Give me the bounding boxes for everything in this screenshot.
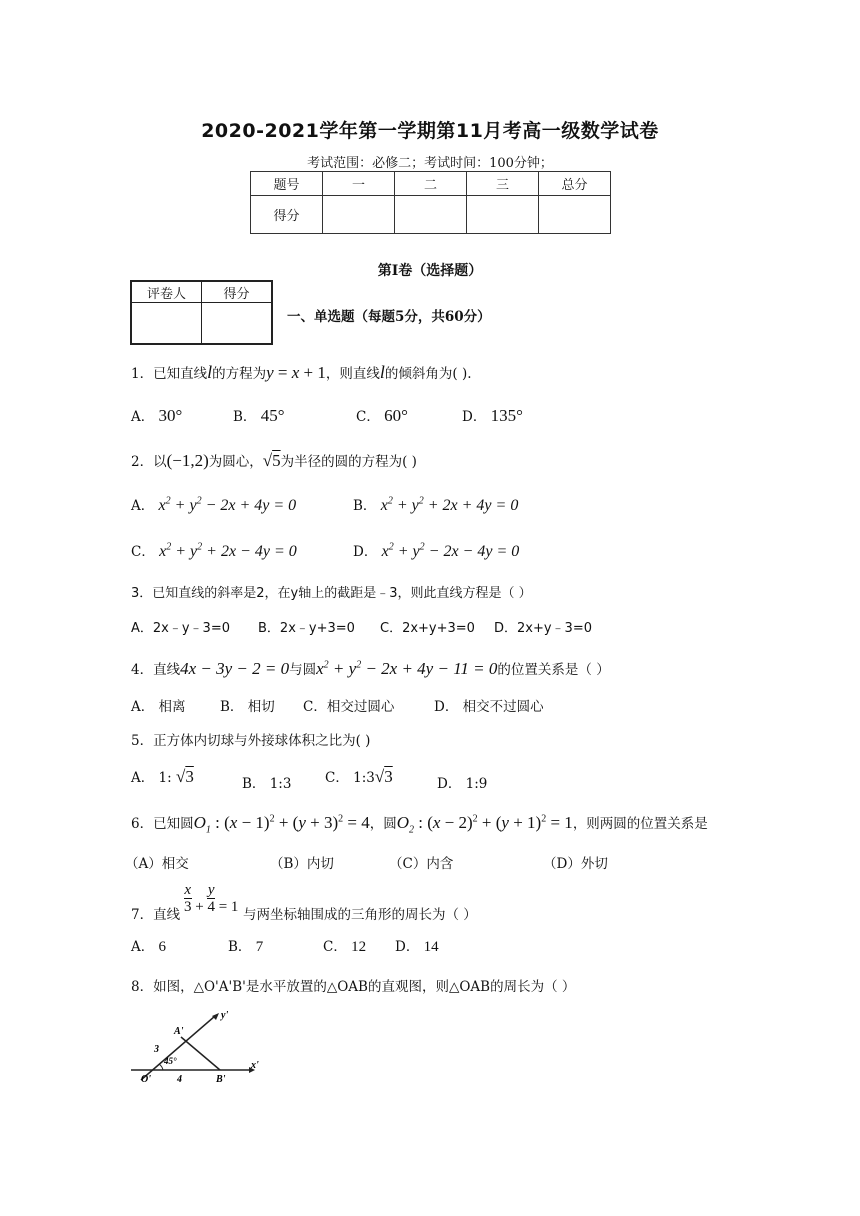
label-side-4: 4 (177, 1074, 182, 1085)
q7-option-c[interactable]: C． 12 (323, 939, 367, 955)
q2-option-b[interactable]: B． $x^2 + y^2 + 2x + 4y = 0$ (353, 495, 519, 514)
score-header-cell: 二 (395, 172, 467, 196)
q6-option-d[interactable]: （D）外切 (543, 856, 608, 872)
score-header-cell: 题号 (251, 172, 323, 196)
math-l: l (207, 362, 213, 382)
score-header-cell: 总分 (539, 172, 611, 196)
q3-option-a[interactable]: A．2x﹣y﹣3=0 (131, 621, 230, 636)
q4-option-a[interactable]: A． 相离 (131, 699, 186, 715)
q7-option-d[interactable]: D． 14 (395, 939, 439, 955)
score-cell[interactable] (539, 196, 611, 234)
exam-title: 2020-2021学年第一学期第11月考高一级数学试卷 (201, 120, 659, 142)
grader-cell[interactable] (202, 303, 273, 345)
score-header-cell: 三 (467, 172, 539, 196)
q1-option-d[interactable]: D． 135° (462, 406, 523, 425)
label-y-axis: y' (221, 1010, 229, 1021)
exam-subtitle: 考试范围：必修二；考试时间：100分钟； (307, 156, 553, 171)
q6-option-a[interactable]: （A）相交 (125, 856, 189, 872)
q2-option-c[interactable]: C． $x^2 + y^2 + 2x - 4y = 0$ (131, 541, 297, 560)
question-4: 4．直线4x − 3y − 2 = 0与圆$x^2 + y^2 - 2x + 4y - 11 = 0$的位置关系是（ ） (131, 659, 610, 678)
sqrt5: √5 (262, 451, 281, 470)
y-arrow-icon (212, 1013, 219, 1020)
q7-option-a[interactable]: A． 6 (131, 939, 167, 955)
q1-option-c[interactable]: C． 60° (356, 406, 408, 425)
q4-option-b[interactable]: B． 相切 (220, 699, 275, 715)
score-header-cell: 一 (323, 172, 395, 196)
grader-cell[interactable] (131, 303, 202, 345)
q2-option-a[interactable]: A． $x^2 + y^2 - 2x + 4y = 0$ (131, 495, 297, 514)
q5-option-a[interactable]: A． 1: √3 (131, 767, 194, 786)
question-1: 1．已知直线l的方程为y = x + 1，则直线l的倾斜角为( ). (131, 362, 472, 382)
side-ab-line (181, 1037, 220, 1070)
q3-option-c[interactable]: C．2x+y+3=0 (380, 621, 475, 636)
q4-option-c[interactable]: C．相交过圆心 (303, 699, 395, 715)
section-title: 第I卷（选择题） (377, 263, 483, 279)
score-cell[interactable] (467, 196, 539, 234)
question-6: 6．已知圆$O_1$ : $(x - 1)^2 + (y + 3)^2 = 4$，圆$O_2$ : $(x - 2)^2 + (y + 1)^2 = 1$，则两圆的位置关系是 (131, 813, 708, 836)
label-a: A' (174, 1026, 184, 1037)
triangle-figure (127, 1008, 267, 1088)
q4-option-d[interactable]: D． 相交不过圆心 (434, 699, 544, 715)
score-table (250, 171, 611, 234)
label-angle: 45° (164, 1056, 177, 1066)
part-title: 一、单选题（每题5分，共60分） (287, 309, 491, 325)
question-5: 5．正方体内切球与外接球体积之比为( ) (131, 733, 371, 749)
q6-option-b[interactable]: （B）内切 (270, 856, 334, 872)
q6-option-c[interactable]: （C）内含 (389, 856, 454, 872)
grader-header-cell: 评卷人 (131, 281, 202, 303)
q1-option-a[interactable]: A． 30° (131, 406, 183, 425)
q7-option-b[interactable]: B． 7 (228, 939, 264, 955)
q5-option-d[interactable]: D． 1:9 (437, 776, 488, 792)
question-3: 3．已知直线的斜率是2，在y轴上的截距是﹣3，则此直线方程是（ ） (131, 586, 532, 601)
label-x-axis: x' (251, 1060, 259, 1071)
angle-arc (159, 1064, 163, 1070)
label-side-3: 3 (154, 1044, 159, 1055)
q5-option-b[interactable]: B． 1:3 (242, 776, 292, 792)
question-2: 2．以(−1,2)为圆心，√5为半径的圆的方程为( ) (131, 451, 417, 470)
q3-option-d[interactable]: D．2x+y﹣3=0 (494, 621, 592, 636)
score-cell[interactable] (323, 196, 395, 234)
score-row-label: 得分 (251, 196, 323, 234)
math-eq1: y (266, 363, 274, 382)
q3-option-b[interactable]: B．2x﹣y+3=0 (258, 621, 355, 636)
q5-option-c[interactable]: C． 1:3√3 (325, 767, 393, 786)
grader-table (130, 280, 273, 345)
label-b: B' (216, 1074, 226, 1085)
question-8: 8．如图，△O'A'B'是水平放置的△OAB的直观图，则△OAB的周长为（ ） (131, 979, 576, 995)
q1-option-b[interactable]: B． 45° (233, 406, 285, 425)
label-o: O' (141, 1074, 151, 1085)
grader-header-cell: 得分 (202, 281, 273, 303)
q2-option-d[interactable]: D． $x^2 + y^2 - 2x - 4y = 0$ (353, 541, 520, 560)
score-cell[interactable] (395, 196, 467, 234)
